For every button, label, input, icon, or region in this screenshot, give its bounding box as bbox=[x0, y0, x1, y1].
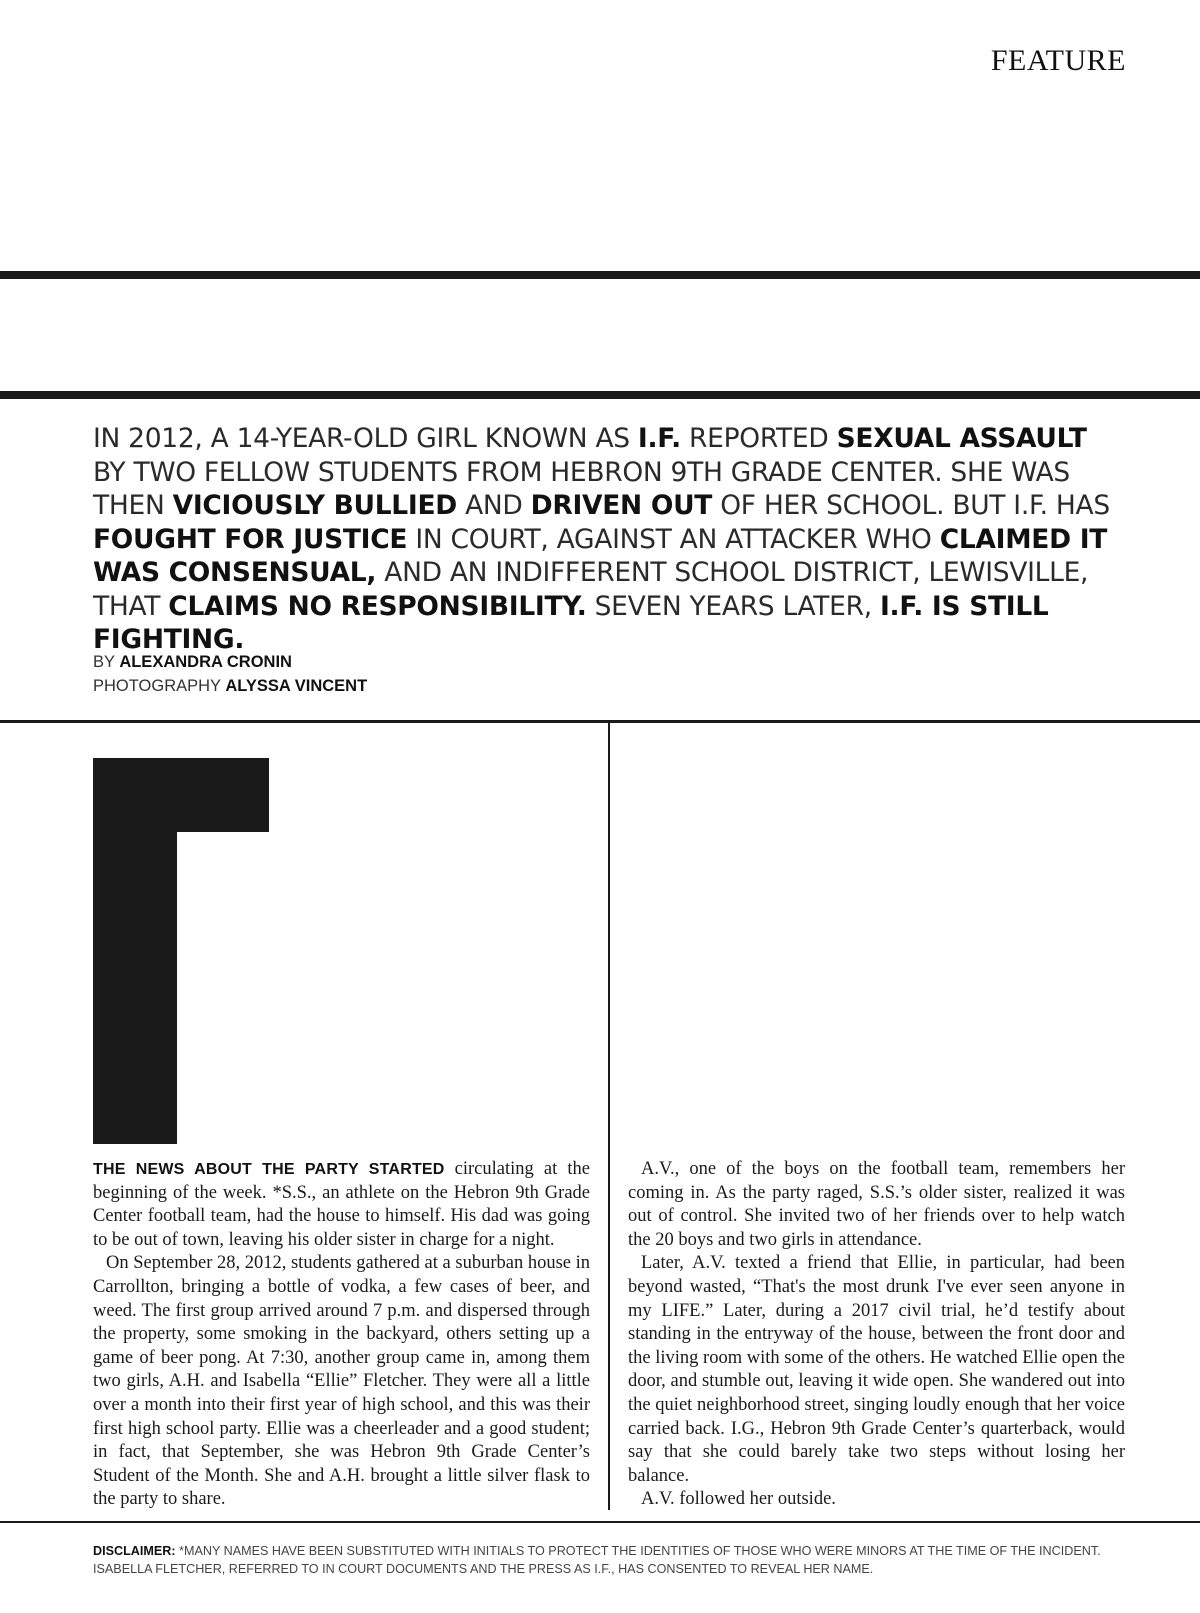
deck-emphasis: CLAIMED IT WAS CONSENSUAL, bbox=[93, 523, 1108, 588]
body-paragraph bbox=[93, 1158, 590, 1252]
column-divider bbox=[608, 723, 610, 1510]
byline-photographer: ALYSSA VINCENT bbox=[225, 677, 368, 695]
deck-top-divider bbox=[0, 391, 1200, 399]
deck-emphasis: DRIVEN OUT bbox=[530, 490, 713, 521]
deck-text: AND AN INDIFFERENT SCHOOL DISTRICT, LEWISVILLE, THAT bbox=[93, 557, 1089, 622]
byline-author: ALEXANDRA CRONIN bbox=[119, 653, 292, 671]
disclaimer-label: DISCLAIMER: bbox=[93, 1544, 176, 1558]
byline-by-label: BY bbox=[93, 653, 115, 671]
disclaimer bbox=[93, 1542, 1133, 1578]
section-label: FEATURE bbox=[990, 44, 1126, 77]
deck-text: REPORTED bbox=[680, 423, 837, 454]
deck-emphasis: CLAIMS NO RESPONSIBILITY. bbox=[168, 590, 587, 622]
body-column-right bbox=[628, 1158, 1125, 1512]
disclaimer-text: *MANY NAMES HAVE BEEN SUBSTITUTED WITH INITIALS TO PROTECT THE IDENTITIES OF THOSE WHO WERE MINORS AT THE TIME OF THE INCIDENT. ISABELLA FLETCHER, REFERRED TO IN COURT DOCUMENTS AND THE PRESS AS I.F., HAS CONSENTED TO REVEAL HER NAME. bbox=[93, 1544, 1101, 1576]
body-column-left bbox=[93, 1158, 590, 1512]
deck-text: IN COURT, AGAINST AN ATTACKER WHO bbox=[407, 523, 940, 555]
deck-emphasis: I.F. IS STILL FIGHTING. bbox=[93, 590, 1049, 655]
deck-text: SEVEN YEARS LATER, bbox=[586, 590, 880, 622]
footer-divider bbox=[0, 1521, 1200, 1523]
deck-text: IN 2012, A 14-YEAR-OLD GIRL KNOWN AS bbox=[93, 423, 638, 454]
deck-text: OF HER SCHOOL. BUT I.F. HAS bbox=[712, 490, 1110, 521]
deck-text: BY TWO FELLOW STUDENTS FROM HEBRON 9TH GRADE CENTER. SHE WAS THEN bbox=[93, 456, 1070, 521]
body-top-divider bbox=[0, 720, 1200, 723]
body-paragraph: A.V., one of the boys on the football team, remembers her coming in. As the party raged, S.S.’s older sister, realized it was out of control. She invited two of her friends over to help watch the 20 boys and two girls in attendance. bbox=[628, 1159, 1125, 1250]
deck-emphasis: FOUGHT FOR JUSTICE bbox=[93, 523, 408, 555]
deck-text: AND bbox=[456, 490, 531, 521]
byline-photo-label: PHOTOGRAPHY bbox=[93, 677, 221, 695]
lead-in: THE NEWS ABOUT THE PARTY STARTED bbox=[93, 1161, 445, 1178]
drop-cap-t bbox=[93, 758, 269, 1144]
top-divider bbox=[0, 271, 1200, 279]
body-text: circulating at the beginning of the week. *S.S., an athlete on the Hebron 9th Grade Center football team, had the house to himself. His dad was going to be out of town, leaving his older sister in charge for a night. bbox=[93, 1159, 590, 1250]
byline bbox=[93, 650, 367, 698]
article-deck bbox=[93, 422, 1123, 657]
deck-emphasis: I.F. bbox=[637, 423, 681, 454]
body-paragraph: A.V. followed her outside. bbox=[641, 1489, 836, 1510]
deck-emphasis: VICIOUSLY BULLIED bbox=[172, 490, 457, 521]
drop-cap-glyph bbox=[93, 758, 269, 1144]
deck-emphasis: SEXUAL ASSAULT bbox=[836, 423, 1087, 454]
body-paragraph: Later, A.V. texted a friend that Ellie, in particular, had been beyond wasted, “That's the most drunk I've ever seen anyone in my LIFE.” Later, during a 2017 civil trial, he’d testify about standing in the entryway of the house, between the front door and the living room with some of the others. He watched Ellie open the door, and stumble out, leaving it wide open. She wandered out into the quiet neighborhood street, singing loudly enough that her voice carried back. I.G., Hebron 9th Grade Center’s quarterback, would say that she could barely take two steps without losing her balance. bbox=[628, 1253, 1125, 1486]
body-paragraph: On September 28, 2012, students gathered at a suburban house in Carrollton, bringing a bottle of vodka, a few cases of beer, and weed. The first group arrived around 7 p.m. and dispersed through the property, some smoking in the backyard, others setting up a game of beer pong. At 7:30, another group came in, among them two girls, A.H. and Isabella “Ellie” Fletcher. They were all a little over a month into their first year of high school, and this was their first high school party. Ellie was a cheerleader and a good student; in fact, that September, she was Hebron 9th Grade Center’s Student of the Month. She and A.H. brought a little silver flask to the party to share. bbox=[93, 1253, 590, 1510]
